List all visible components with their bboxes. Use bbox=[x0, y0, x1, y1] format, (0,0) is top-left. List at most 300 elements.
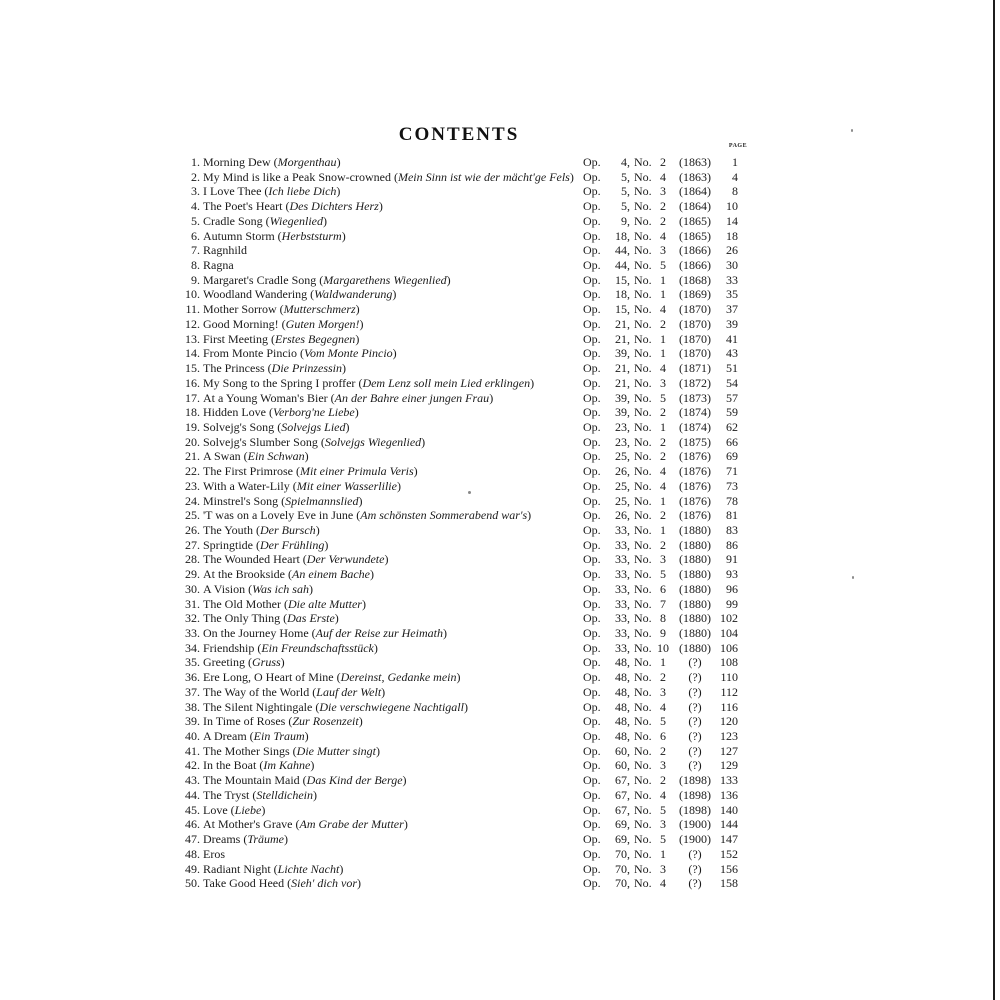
song-number: 4 bbox=[660, 478, 666, 493]
composition-year-value: 1898 bbox=[683, 802, 707, 817]
entry-title: A Vision (Was ich sah) bbox=[203, 581, 313, 596]
contents-entry bbox=[176, 817, 756, 832]
composition-year-value: 1864 bbox=[683, 184, 707, 199]
composition-year-value: ? bbox=[692, 699, 698, 714]
entry-english-title: Take Good Heed bbox=[203, 876, 285, 891]
song-number: 3 bbox=[660, 375, 666, 390]
entry-title: Ere Long, O Heart of Mine (Dereinst, Gedanke mein) bbox=[203, 670, 461, 685]
page-number: 8 bbox=[732, 184, 738, 199]
composition-year-value: ? bbox=[692, 876, 698, 891]
contents-entry bbox=[176, 199, 756, 214]
opus-label: Op. bbox=[583, 655, 601, 670]
page-number: 41 bbox=[726, 331, 738, 346]
composition-year-value: ? bbox=[692, 846, 698, 861]
entry-english-title: Greeting bbox=[203, 655, 245, 670]
song-number: 5 bbox=[660, 567, 666, 582]
entry-english-title: The Princess bbox=[203, 361, 265, 376]
opus-number: 67, bbox=[615, 773, 630, 788]
contents-entry bbox=[176, 449, 756, 464]
opus-number: 5, bbox=[621, 184, 630, 199]
contents-entry bbox=[176, 391, 756, 406]
entry-english-title: Autumn Storm bbox=[203, 228, 275, 243]
composition-year: (1876) bbox=[679, 493, 711, 508]
number-label: No. bbox=[634, 743, 652, 758]
composition-year-value: 1874 bbox=[683, 419, 707, 434]
entry-german-title: Ein Traum bbox=[253, 729, 305, 744]
number-label: No. bbox=[634, 861, 652, 876]
song-number: 1 bbox=[660, 346, 666, 361]
composition-year: (?) bbox=[688, 729, 702, 744]
number-label: No. bbox=[634, 670, 652, 685]
composition-year-value: 1875 bbox=[683, 434, 707, 449]
contents-entry bbox=[176, 214, 756, 229]
composition-year-value: 1880 bbox=[683, 537, 707, 552]
contents-entry bbox=[176, 567, 756, 582]
composition-year-value: 1863 bbox=[683, 155, 707, 169]
composition-year: (1875) bbox=[679, 434, 711, 449]
entry-number: 14. bbox=[185, 346, 200, 361]
contents-entry bbox=[176, 758, 756, 773]
composition-year-value: 1898 bbox=[683, 773, 707, 788]
entry-title: Love (Liebe) bbox=[203, 802, 266, 817]
opus-label: Op. bbox=[583, 537, 601, 552]
opus-label: Op. bbox=[583, 287, 601, 302]
entry-german-title: Das Erste bbox=[287, 611, 335, 626]
entry-title: The Youth (Der Bursch) bbox=[203, 522, 320, 537]
composition-year: (?) bbox=[688, 714, 702, 729]
number-label: No. bbox=[634, 331, 652, 346]
page-title: CONTENTS bbox=[398, 124, 520, 145]
song-number: 6 bbox=[660, 581, 666, 596]
page-number: 26 bbox=[726, 243, 738, 258]
contents-entry bbox=[176, 670, 756, 685]
entry-english-title: My Mind is like a Peak Snow-crowned bbox=[203, 169, 391, 184]
entry-english-title: 'T was on a Lovely Eve in June bbox=[203, 508, 354, 523]
number-label: No. bbox=[634, 405, 652, 420]
entry-german-title: Lichte Nacht bbox=[277, 861, 340, 876]
opus-number: 33, bbox=[615, 537, 630, 552]
song-number: 2 bbox=[660, 316, 666, 331]
opus-label: Op. bbox=[583, 493, 601, 508]
composition-year: (1898) bbox=[679, 773, 711, 788]
opus-label: Op. bbox=[583, 640, 601, 655]
opus-number: 48, bbox=[615, 655, 630, 670]
opus-number: 9, bbox=[621, 213, 630, 228]
page-number: 35 bbox=[726, 287, 738, 302]
entry-number: 30. bbox=[185, 581, 200, 596]
entry-number: 50. bbox=[185, 876, 200, 891]
page-number: 140 bbox=[720, 802, 738, 817]
entry-number: 17. bbox=[185, 390, 200, 405]
entry-title: At Mother's Grave (Am Grabe der Mutter) bbox=[203, 817, 408, 832]
number-label: No. bbox=[634, 419, 652, 434]
composition-year: (1900) bbox=[679, 832, 711, 847]
page-number: 62 bbox=[726, 419, 738, 434]
entry-title: The Tryst (Stelldichein) bbox=[203, 787, 318, 802]
composition-year-value: 1880 bbox=[683, 596, 707, 611]
composition-year: (?) bbox=[688, 846, 702, 861]
composition-year: (1864) bbox=[679, 199, 711, 214]
composition-year: (1870) bbox=[679, 331, 711, 346]
song-number: 5 bbox=[660, 714, 666, 729]
song-number: 5 bbox=[660, 390, 666, 405]
composition-year: (?) bbox=[688, 684, 702, 699]
opus-label: Op. bbox=[583, 184, 601, 199]
composition-year: (1880) bbox=[679, 611, 711, 626]
entry-number: 3. bbox=[191, 184, 200, 199]
page-number: 39 bbox=[726, 316, 738, 331]
opus-number: 67, bbox=[615, 802, 630, 817]
entry-title: The Mountain Maid (Das Kind der Berge) bbox=[203, 773, 407, 788]
composition-year-value: 1866 bbox=[683, 258, 707, 273]
page-number: 120 bbox=[720, 714, 738, 729]
entry-number: 25. bbox=[185, 508, 200, 523]
number-label: No. bbox=[634, 493, 652, 508]
contents-entry bbox=[176, 258, 756, 273]
composition-year: (1863) bbox=[679, 169, 711, 184]
composition-year: (1876) bbox=[679, 464, 711, 479]
entry-german-title: Ich liebe Dich bbox=[268, 184, 337, 199]
opus-label: Op. bbox=[583, 832, 601, 847]
contents-entry bbox=[176, 332, 756, 347]
entry-english-title: On the Journey Home bbox=[203, 626, 309, 640]
composition-year-value: 1863 bbox=[683, 169, 707, 184]
opus-number: 33, bbox=[615, 640, 630, 655]
page-number: 43 bbox=[726, 346, 738, 361]
entry-number: 23. bbox=[185, 478, 200, 493]
entry-german-title: Wiegenlied bbox=[269, 213, 323, 228]
composition-year-value: 1871 bbox=[683, 361, 707, 376]
opus-label: Op. bbox=[583, 861, 601, 876]
composition-year: (1898) bbox=[679, 787, 711, 802]
contents-entry bbox=[176, 523, 756, 538]
opus-label: Op. bbox=[583, 155, 601, 169]
composition-year-value: 1900 bbox=[683, 832, 707, 847]
entry-title: At the Brookside (An einem Bache) bbox=[203, 567, 374, 582]
entry-number: 27. bbox=[185, 537, 200, 552]
opus-label: Op. bbox=[583, 699, 601, 714]
opus-label: Op. bbox=[583, 670, 601, 685]
entry-english-title: The Old Mother bbox=[203, 596, 281, 611]
entry-german-title: Der Frühling bbox=[260, 537, 325, 552]
opus-number: 23, bbox=[615, 434, 630, 449]
number-label: No. bbox=[634, 846, 652, 861]
song-number: 1 bbox=[660, 846, 666, 861]
composition-year: (?) bbox=[688, 655, 702, 670]
contents-entry bbox=[176, 714, 756, 729]
song-number: 3 bbox=[660, 243, 666, 258]
composition-year: (?) bbox=[688, 758, 702, 773]
entry-german-title: Die alte Mutter bbox=[287, 596, 362, 611]
entry-title bbox=[200, 847, 580, 862]
page-number: 1 bbox=[732, 155, 738, 169]
opus-number: 15, bbox=[615, 302, 630, 317]
contents-entry bbox=[176, 611, 756, 626]
entry-german-title: Solvejgs Lied bbox=[281, 419, 346, 434]
page-number: 59 bbox=[726, 405, 738, 420]
entry-number: 45. bbox=[185, 802, 200, 817]
contents-entry bbox=[176, 744, 756, 759]
composition-year-value: 1876 bbox=[683, 449, 707, 464]
entry-german-title: Herbststurm bbox=[281, 228, 342, 243]
entry-number: 49. bbox=[185, 861, 200, 876]
page-number: 66 bbox=[726, 434, 738, 449]
song-number: 2 bbox=[660, 434, 666, 449]
contents-entry bbox=[176, 773, 756, 788]
entry-german-title: Die verschwiegene Nachtigall bbox=[319, 699, 464, 714]
entry-number: 31. bbox=[185, 596, 200, 611]
entry-english-title: The Poet's Heart bbox=[203, 199, 283, 214]
contents-entry bbox=[176, 346, 756, 361]
composition-year-value: 1876 bbox=[683, 493, 707, 508]
entry-number: 8. bbox=[191, 258, 200, 273]
entry-title: Solvejg's Song (Solvejgs Lied) bbox=[203, 419, 350, 434]
entry-german-title: Am schönsten Sommerabend war's bbox=[360, 508, 528, 523]
composition-year: (1876) bbox=[679, 508, 711, 523]
entry-english-title: Minstrel's Song bbox=[203, 493, 279, 508]
entry-number: 12. bbox=[185, 316, 200, 331]
composition-year: (1873) bbox=[679, 390, 711, 405]
number-label: No. bbox=[634, 684, 652, 699]
entry-english-title: The Mother Sings bbox=[203, 743, 290, 758]
number-label: No. bbox=[634, 169, 652, 184]
opus-number: 48, bbox=[615, 729, 630, 744]
entry-title bbox=[200, 258, 580, 273]
contents-entry bbox=[176, 317, 756, 332]
opus-label: Op. bbox=[583, 846, 601, 861]
entry-number: 10. bbox=[185, 287, 200, 302]
entry-german-title: Im Kahne bbox=[263, 758, 311, 773]
entry-title: First Meeting (Erstes Begegnen) bbox=[203, 331, 360, 346]
number-label: No. bbox=[634, 390, 652, 405]
entry-number: 43. bbox=[185, 773, 200, 788]
page-number: 102 bbox=[720, 611, 738, 626]
entry-number: 15. bbox=[185, 361, 200, 376]
composition-year-value: 1900 bbox=[683, 817, 707, 832]
song-number: 1 bbox=[660, 272, 666, 287]
number-label: No. bbox=[634, 537, 652, 552]
opus-number: 69, bbox=[615, 817, 630, 832]
composition-year-value: 1868 bbox=[683, 272, 707, 287]
number-label: No. bbox=[634, 361, 652, 376]
entry-english-title: The Way of the World bbox=[203, 684, 310, 699]
entry-number: 19. bbox=[185, 419, 200, 434]
number-label: No. bbox=[634, 832, 652, 847]
entry-title: Woodland Wandering (Waldwanderung) bbox=[203, 287, 397, 302]
opus-number: 70, bbox=[615, 861, 630, 876]
song-number: 1 bbox=[660, 655, 666, 670]
song-number: 6 bbox=[660, 729, 666, 744]
opus-label: Op. bbox=[583, 361, 601, 376]
composition-year: (1874) bbox=[679, 419, 711, 434]
contents-entry bbox=[176, 302, 756, 317]
number-label: No. bbox=[634, 213, 652, 228]
composition-year: (?) bbox=[688, 699, 702, 714]
page-number: 78 bbox=[726, 493, 738, 508]
number-label: No. bbox=[634, 758, 652, 773]
composition-year: (?) bbox=[688, 670, 702, 685]
number-label: No. bbox=[634, 155, 652, 169]
entry-number: 6. bbox=[191, 228, 200, 243]
page-edge-line bbox=[993, 0, 995, 1000]
entry-german-title: Guten Morgen! bbox=[285, 316, 360, 331]
page-number: 86 bbox=[726, 537, 738, 552]
contents-entry bbox=[176, 847, 756, 862]
opus-number: 48, bbox=[615, 699, 630, 714]
page-number: 133 bbox=[720, 773, 738, 788]
entry-english-title: A Swan bbox=[203, 449, 241, 464]
entry-title: Friendship (Ein Freundschaftsstück) bbox=[203, 640, 378, 655]
song-number: 8 bbox=[660, 611, 666, 626]
song-number: 3 bbox=[660, 861, 666, 876]
opus-number: 25, bbox=[615, 449, 630, 464]
composition-year-value: 1898 bbox=[683, 787, 707, 802]
entry-german-title: Mit einer Primula Veris bbox=[300, 464, 414, 479]
composition-year-value: 1869 bbox=[683, 287, 707, 302]
contents-entry bbox=[176, 229, 756, 244]
opus-label: Op. bbox=[583, 199, 601, 214]
song-number: 1 bbox=[660, 522, 666, 537]
entry-german-title: Zur Rosenzeit bbox=[292, 714, 359, 729]
song-number: 3 bbox=[660, 758, 666, 773]
entry-number: 40. bbox=[185, 729, 200, 744]
composition-year: (1880) bbox=[679, 522, 711, 537]
song-number: 5 bbox=[660, 258, 666, 273]
entry-title: From Monte Pincio (Vom Monte Pincio) bbox=[203, 346, 397, 361]
number-label: No. bbox=[634, 316, 652, 331]
opus-number: 33, bbox=[615, 552, 630, 567]
page-number: 93 bbox=[726, 567, 738, 582]
composition-year: (1864) bbox=[679, 184, 711, 199]
contents-entry bbox=[176, 435, 756, 450]
contents-entry bbox=[176, 729, 756, 744]
entry-title: The Way of the World (Lauf der Welt) bbox=[203, 684, 386, 699]
entry-english-title: Friendship bbox=[203, 640, 255, 655]
opus-label: Op. bbox=[583, 405, 601, 420]
opus-number: 21, bbox=[615, 316, 630, 331]
composition-year: (1866) bbox=[679, 243, 711, 258]
page-number: 33 bbox=[726, 272, 738, 287]
contents-entry bbox=[176, 626, 756, 641]
opus-label: Op. bbox=[583, 302, 601, 317]
number-label: No. bbox=[634, 581, 652, 596]
opus-label: Op. bbox=[583, 508, 601, 523]
page-number: 152 bbox=[720, 846, 738, 861]
entry-title: In the Boat (Im Kahne) bbox=[203, 758, 315, 773]
entry-english-title: Solvejg's Slumber Song bbox=[203, 434, 318, 449]
number-label: No. bbox=[634, 611, 652, 626]
entry-english-title: Mother Sorrow bbox=[203, 302, 277, 317]
composition-year-value: 1880 bbox=[683, 522, 707, 537]
contents-entry bbox=[176, 582, 756, 597]
composition-year-value: ? bbox=[692, 729, 698, 744]
song-number: 4 bbox=[660, 169, 666, 184]
composition-year-value: 1864 bbox=[683, 199, 707, 214]
contents-entry bbox=[176, 700, 756, 715]
song-number: 4 bbox=[660, 302, 666, 317]
entry-english-title: In Time of Roses bbox=[203, 714, 286, 729]
opus-number: 25, bbox=[615, 478, 630, 493]
opus-number: 69, bbox=[615, 832, 630, 847]
contents-entry bbox=[176, 494, 756, 509]
page-number: 106 bbox=[720, 640, 738, 655]
entry-number: 22. bbox=[185, 464, 200, 479]
opus-number: 60, bbox=[615, 743, 630, 758]
composition-year: (1900) bbox=[679, 817, 711, 832]
opus-label: Op. bbox=[583, 817, 601, 832]
entry-english-title: The First Primrose bbox=[203, 464, 293, 479]
song-number: 3 bbox=[660, 684, 666, 699]
opus-label: Op. bbox=[583, 684, 601, 699]
song-number: 1 bbox=[660, 419, 666, 434]
opus-label: Op. bbox=[583, 478, 601, 493]
entry-number: 18. bbox=[185, 405, 200, 420]
entry-german-title: Liebe bbox=[234, 802, 262, 817]
composition-year-value: ? bbox=[692, 861, 698, 876]
number-label: No. bbox=[634, 729, 652, 744]
opus-label: Op. bbox=[583, 567, 601, 582]
opus-number: 33, bbox=[615, 522, 630, 537]
song-number: 2 bbox=[660, 213, 666, 228]
contents-list bbox=[176, 155, 756, 891]
scan-speck bbox=[468, 491, 471, 494]
contents-entry bbox=[176, 361, 756, 376]
entry-number: 35. bbox=[185, 655, 200, 670]
page-number: 91 bbox=[726, 552, 738, 567]
number-label: No. bbox=[634, 272, 652, 287]
entry-title: Solvejg's Slumber Song (Solvejgs Wiegenlied) bbox=[203, 434, 426, 449]
composition-year: (1871) bbox=[679, 361, 711, 376]
entry-english-title: Ere Long, O Heart of Mine bbox=[203, 670, 334, 685]
entry-title: The Poet's Heart (Des Dichters Herz) bbox=[203, 199, 383, 214]
composition-year: (?) bbox=[688, 743, 702, 758]
composition-year-value: ? bbox=[692, 670, 698, 685]
composition-year: (1874) bbox=[679, 405, 711, 420]
entry-german-title: Erstes Begegnen bbox=[275, 331, 356, 346]
contents-entry bbox=[176, 862, 756, 877]
entry-title: On the Journey Home (Auf der Reise zur Heimath) bbox=[203, 626, 447, 640]
scan-speck bbox=[852, 576, 854, 579]
opus-label: Op. bbox=[583, 449, 601, 464]
entry-german-title: Stelldichein bbox=[256, 787, 314, 802]
page-number: 116 bbox=[720, 699, 738, 714]
entry-number: 34. bbox=[185, 640, 200, 655]
composition-year-value: 1876 bbox=[683, 464, 707, 479]
opus-number: 44, bbox=[615, 258, 630, 273]
entry-english-title: The Silent Nightingale bbox=[203, 699, 313, 714]
entry-title: Good Morning! (Guten Morgen!) bbox=[203, 316, 364, 331]
song-number: 7 bbox=[660, 596, 666, 611]
number-label: No. bbox=[634, 552, 652, 567]
entry-number: 4. bbox=[191, 199, 200, 214]
opus-number: 33, bbox=[615, 611, 630, 626]
contents-entry bbox=[176, 170, 756, 185]
scan-speck bbox=[851, 129, 853, 132]
composition-year-value: ? bbox=[692, 684, 698, 699]
opus-label: Op. bbox=[583, 390, 601, 405]
entry-number: 46. bbox=[185, 817, 200, 832]
entry-number: 26. bbox=[185, 522, 200, 537]
opus-number: 70, bbox=[615, 846, 630, 861]
entry-german-title: Der Bursch bbox=[260, 522, 316, 537]
composition-year: (1880) bbox=[679, 537, 711, 552]
number-label: No. bbox=[634, 508, 652, 523]
entry-number: 20. bbox=[185, 434, 200, 449]
composition-year-value: 1865 bbox=[683, 213, 707, 228]
composition-year: (1870) bbox=[679, 302, 711, 317]
composition-year: (1880) bbox=[679, 640, 711, 655]
composition-year-value: ? bbox=[692, 758, 698, 773]
